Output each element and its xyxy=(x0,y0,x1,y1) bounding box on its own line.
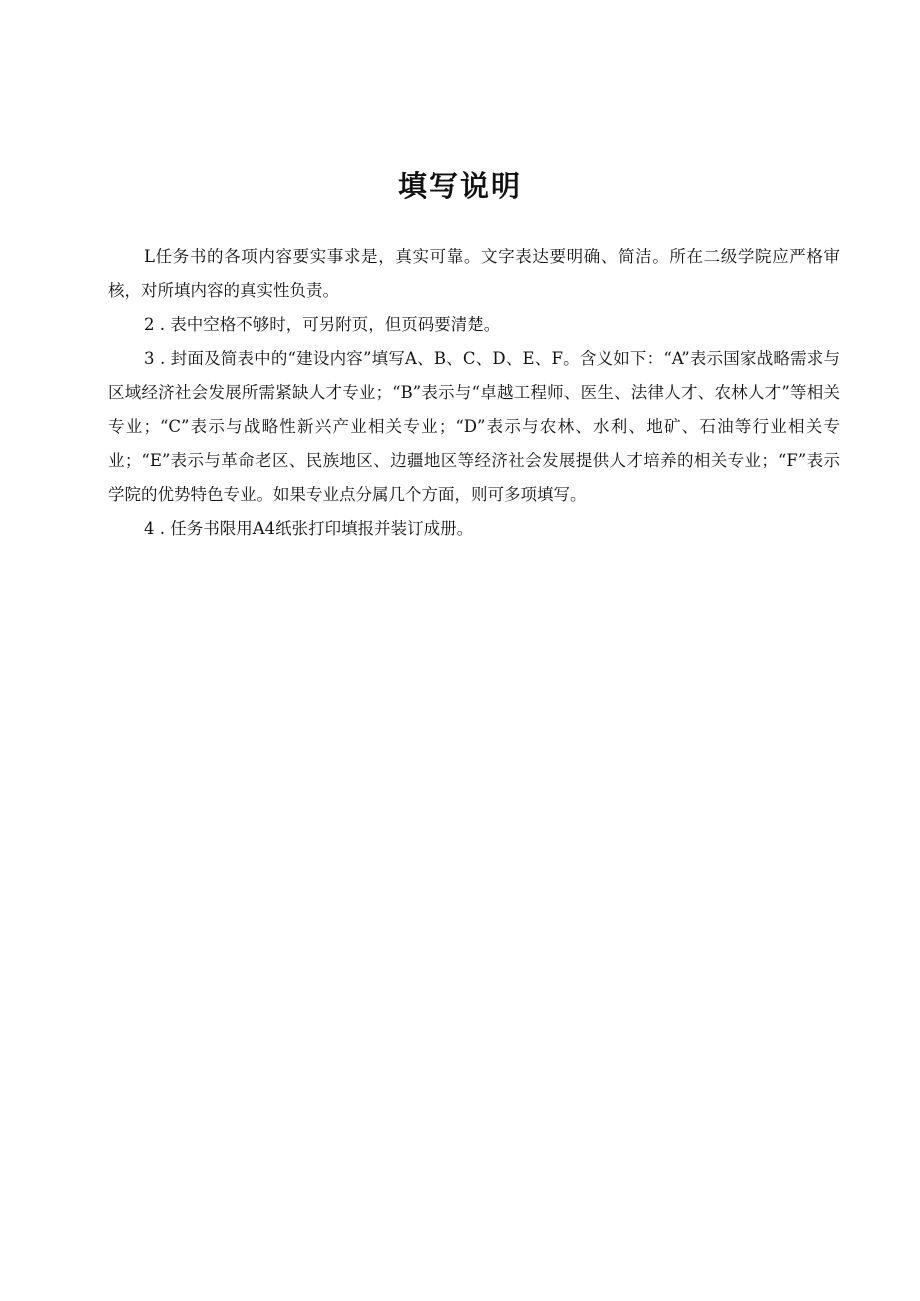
page-title: 填写说明 xyxy=(397,169,522,203)
instruction-item-2: 2 . 表中空格不够时，可另附页，但页码要清楚。 xyxy=(144,315,501,334)
instructions-body xyxy=(108,240,840,546)
instruction-item-1: L任务书的各项内容要实事求是，真实可靠。文字表达要明确、简洁。所在二级学院应严格审核，对所填内容的真实性负责。 xyxy=(108,247,840,300)
instruction-item-3: 3 . 封面及简表中的“建设内容”填写A、B、C、D、E、F。含义如下：“A”表示国家战略需求与区域经济社会发展所需紧缺人才专业；“B”表示与“卓越工程师、医生、法律人才、农林人才”等相关专业；“C”表示与战略性新兴产业相关专业；“D”表示与农林、水利、地矿、石油等行业相关专业；“E”表示与革命老区、民族地区、边疆地区等经济社会发展提供人才培养的相关专业；“F”表示学院的优势特色专业。如果专业点分属几个方面，则可多项填写。 xyxy=(108,349,840,504)
instruction-item-4: 4 . 任务书限用A4纸张打印填报并装订成册。 xyxy=(144,519,474,538)
